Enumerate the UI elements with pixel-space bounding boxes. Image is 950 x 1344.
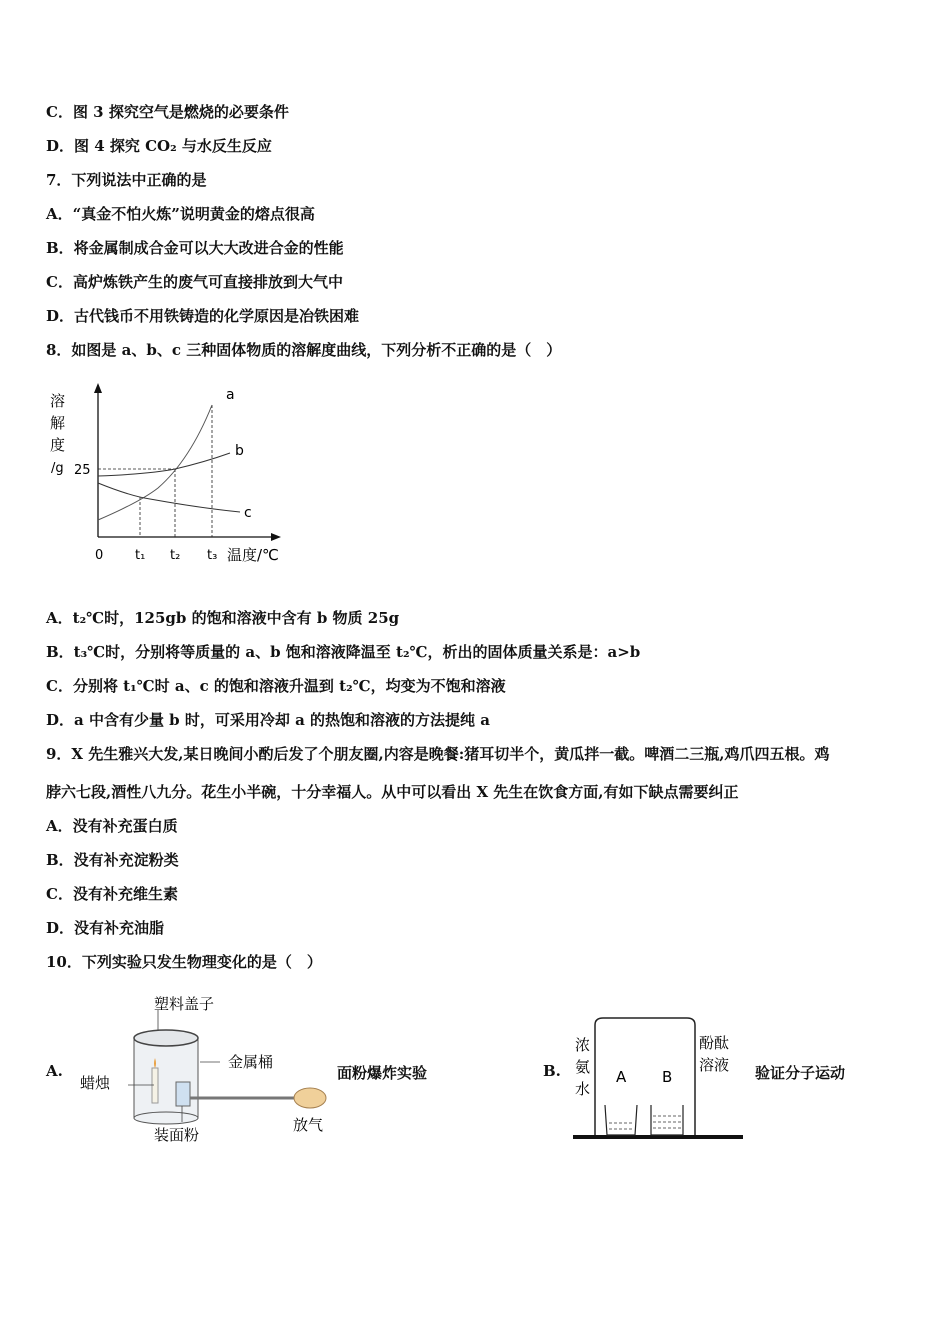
option-9c: C．没有补充维生素 [46,885,178,903]
curve-c [98,483,240,512]
option-9b: B．没有补充淀粉类 [46,851,179,869]
option-8b: B．t₃℃时，分别将等质量的 a、b 饱和溶液降温至 t₂℃，析出的固体质量关系是：a>b [46,643,641,661]
candle [152,1068,158,1103]
option-7a: A．“真金不怕火炼”说明黄金的熔点很高 [46,205,315,223]
bell-jar [595,1018,695,1138]
fig-a-caption: 面粉爆炸实验 [337,1064,428,1082]
curve-b [98,453,230,476]
x-tick-t3: t₃ [207,548,218,563]
option-6d: D．图 4 探究 CO₂ 与水反生反应 [46,137,272,155]
flour-container [176,1082,190,1106]
x-tick-t2: t₂ [170,548,181,563]
option-10a-label: A. [46,1062,63,1080]
question-9-line-2: 脖六七段,酒性八九分。花生小半碗，十分幸福人。从中可以看出 X 先生在饮食方面,有如下缺点需要纠正 [46,783,739,801]
beaker-b [651,1105,683,1135]
ammonia-label-2: 氨 [575,1058,591,1076]
air-bulb [294,1088,326,1108]
can-label: 金属桶 [228,1053,274,1071]
ylabel-4: /g [51,461,64,476]
phenol-label-2: 溶液 [699,1056,730,1074]
ammonia-label-3: 水 [575,1080,591,1098]
ammonia-label-1: 浓 [575,1036,591,1054]
option-8c: C．分别将 t₁℃时 a、c 的饱和溶液升温到 t₂℃，均变为不饱和溶液 [46,677,506,695]
option-9a: A．没有补充蛋白质 [46,817,178,835]
molecule-motion-figure [565,1010,750,1145]
ylabel-2: 解 [50,414,66,432]
option-9d: D．没有补充油脂 [46,919,165,937]
flour-explosion-figure [70,990,340,1150]
question-10: 10．下列实验只发生物理变化的是（ ） [46,953,322,971]
curve-label-a: a [226,387,235,403]
solubility-curve-figure [40,380,300,570]
x-axis-arrow [271,533,281,541]
x-tick-0: 0 [95,548,104,563]
beaker-a-label: A [616,1068,627,1086]
air-label: 放气 [293,1116,324,1134]
option-8d: D．a 中含有少量 b 时，可采用冷却 a 的热饱和溶液的方法提纯 a [46,711,490,729]
plastic-lid [134,1030,198,1046]
question-9-line-1: 9．X 先生雅兴大发,某日晚间小酌后发了个朋友圈,内容是晚餐:猪耳切半个，黄瓜拌一截。啤酒二三瓶,鸡爪四五根。鸡 [46,745,830,763]
option-7b: B．将金属制成合金可以大大改进合金的性能 [46,239,344,257]
option-8a: A．t₂℃时，125gb 的饱和溶液中含有 b 物质 25g [46,609,400,627]
y-axis-arrow [94,383,102,393]
option-7d: D．古代钱币不用铁铸造的化学原因是冶铁困难 [46,307,360,325]
flour-label: 装面粉 [154,1126,200,1144]
curve-label-b: b [235,443,244,459]
option-10b-label: B. [543,1062,561,1080]
ylabel-1: 溶 [50,392,66,410]
beaker-a [605,1105,637,1135]
curve-a [98,405,212,520]
ylabel-3: 度 [50,436,66,454]
beaker-b-label: B [662,1068,673,1086]
candle-label: 蜡烛 [80,1074,111,1092]
x-tick-t1: t₁ [135,548,146,563]
option-7c: C．高炉炼铁产生的废气可直接排放到大气中 [46,273,343,291]
y-tick-25: 25 [74,463,91,478]
curve-label-c: c [244,505,252,521]
option-6c: C．图 3 探究空气是燃烧的必要条件 [46,103,289,121]
question-8: 8．如图是 a、b、c 三种固体物质的溶解度曲线，下列分析不正确的是（ ） [46,341,562,359]
phenol-label-1: 酚酞 [699,1034,730,1052]
x-label: 温度/℃ [227,546,279,564]
lid-label: 塑料盖子 [154,995,215,1013]
fig-b-caption: 验证分子运动 [755,1064,846,1082]
question-7: 7．下列说法中正确的是 [46,171,207,189]
